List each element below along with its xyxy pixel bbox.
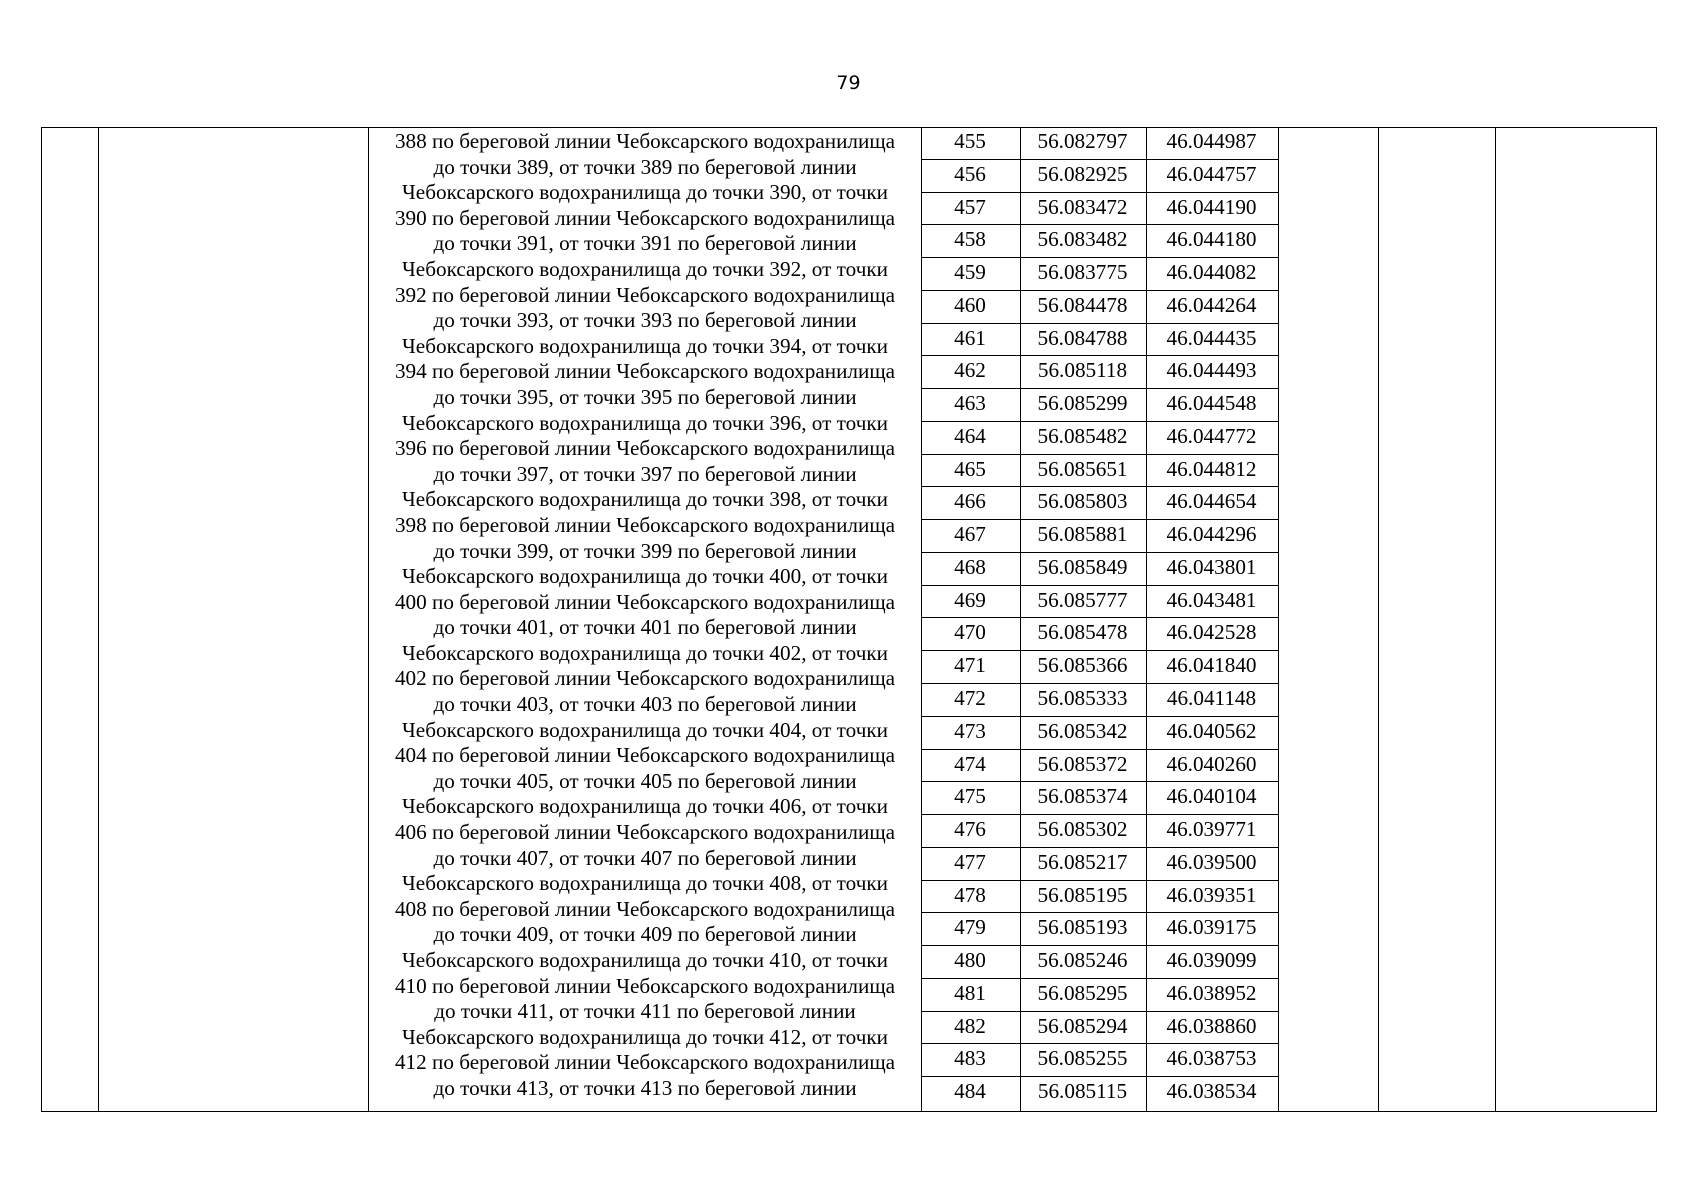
column-divider-2: [368, 127, 369, 1112]
longitude-cell: 46.039500: [1166, 849, 1257, 874]
point-number: 483: [954, 1046, 986, 1071]
latitude-cell: 56.084478: [1037, 292, 1128, 317]
longitude-cell: 46.044757: [1166, 161, 1257, 186]
table-row: [921, 946, 1278, 979]
description-line: Чебоксарского водохранилища до точки 400, от точки: [402, 564, 888, 589]
latitude-cell: 56.083482: [1037, 227, 1128, 252]
point-number: 470: [954, 620, 986, 645]
longitude-cell: 46.038952: [1166, 980, 1257, 1005]
table-row: [921, 750, 1278, 783]
latitude-cell: 56.085115: [1037, 1079, 1128, 1104]
longitude-cell: 46.042528: [1166, 620, 1257, 645]
latitude-cell: 56.085118: [1037, 358, 1128, 383]
description-line: Чебоксарского водохранилища до точки 390, от точки: [402, 180, 888, 205]
longitude-cell: 46.044296: [1166, 522, 1257, 547]
longitude-cell: 46.044548: [1166, 391, 1257, 416]
description-line: до точки 403, от точки 403 по береговой линии: [433, 692, 857, 717]
point-number: 466: [954, 489, 986, 514]
longitude-cell: 46.040104: [1166, 784, 1257, 809]
point-number: 463: [954, 391, 986, 416]
longitude-cell: 46.039771: [1166, 817, 1257, 842]
longitude-cell: 46.038534: [1166, 1079, 1257, 1104]
point-number: 484: [954, 1079, 986, 1104]
latitude-cell: 56.085881: [1037, 522, 1128, 547]
longitude-cell: 46.043801: [1166, 554, 1257, 579]
description-line: до точки 401, от точки 401 по береговой линии: [433, 615, 857, 640]
column-divider-5: [1146, 127, 1147, 1112]
description-line: 388 по береговой линии Чебоксарского водохранилища: [394, 129, 896, 153]
column-divider-4: [1020, 127, 1021, 1112]
table-row: [921, 553, 1278, 586]
longitude-cell: 46.044654: [1166, 489, 1257, 514]
column-divider-8: [1378, 127, 1379, 1112]
description-line: 390 по береговой линии Чебоксарского водохранилища: [394, 205, 896, 230]
description-line: до точки 395, от точки 395 по береговой линии: [433, 384, 857, 409]
latitude-cell: 56.085333: [1037, 686, 1128, 711]
point-number: 462: [954, 358, 986, 383]
description-line: 406 по береговой линии Чебоксарского водохранилища: [394, 820, 896, 845]
point-number: 471: [954, 653, 986, 678]
description-line: до точки 399, от точки 399 по береговой линии: [433, 538, 857, 563]
longitude-cell: 46.044082: [1166, 260, 1257, 285]
table-row: [921, 389, 1278, 422]
latitude-cell: 56.082925: [1037, 161, 1128, 186]
description-line: до точки 397, от точки 397 по береговой линии: [433, 461, 857, 486]
longitude-cell: 46.044812: [1166, 456, 1257, 481]
description-line: 410 по береговой линии Чебоксарского водохранилища: [394, 973, 896, 998]
point-number: 477: [954, 849, 986, 874]
latitude-cell: 56.085482: [1037, 423, 1128, 448]
page-number: 79: [836, 72, 861, 94]
description-line: до точки 389, от точки 389 по береговой линии: [433, 154, 857, 179]
longitude-cell: 46.044493: [1166, 358, 1257, 383]
point-number: 478: [954, 882, 986, 907]
column-divider-7: [1278, 127, 1279, 1112]
table-row: [921, 1077, 1278, 1110]
point-number: 460: [954, 292, 986, 317]
latitude-cell: 56.083472: [1037, 194, 1128, 219]
table-row: [921, 487, 1278, 520]
latitude-cell: 56.085295: [1037, 980, 1128, 1005]
point-number: 465: [954, 456, 986, 481]
description-line: до точки 407, от точки 407 по береговой линии: [433, 845, 857, 870]
column-divider-1: [98, 127, 99, 1112]
description-line: до точки 391, от точки 391 по береговой линии: [433, 231, 857, 256]
latitude-cell: 56.084788: [1037, 325, 1128, 350]
point-number: 474: [954, 751, 986, 776]
description-line: до точки 413, от точки 413 по береговой линии: [433, 1075, 857, 1100]
latitude-cell: 56.085255: [1037, 1046, 1128, 1071]
description-line: 408 по береговой линии Чебоксарского водохранилища: [394, 896, 896, 921]
description-line: до точки 409, от точки 409 по береговой линии: [433, 922, 857, 947]
table-row: [921, 127, 1278, 160]
point-number: 468: [954, 554, 986, 579]
longitude-cell: 46.039099: [1166, 948, 1257, 973]
description-line: 402 по береговой линии Чебоксарского водохранилища: [394, 666, 896, 691]
table-row: [921, 1044, 1278, 1077]
table-row: [921, 160, 1278, 193]
longitude-cell: 46.038753: [1166, 1046, 1257, 1071]
description-line: Чебоксарского водохранилища до точки 398, от точки: [402, 487, 888, 512]
longitude-cell: 46.041148: [1166, 686, 1257, 711]
table-row: [921, 586, 1278, 619]
table-row: [921, 979, 1278, 1012]
table-row: [921, 193, 1278, 226]
description-line: Чебоксарского водохранилища до точки 396, от точки: [402, 410, 888, 435]
point-number: 461: [954, 325, 986, 350]
longitude-cell: 46.040260: [1166, 751, 1257, 776]
description-line: до точки 411, от точки 411 по береговой линии: [434, 999, 856, 1024]
description-line: 396 по береговой линии Чебоксарского водохранилища: [394, 436, 896, 461]
point-number: 455: [954, 129, 986, 153]
longitude-cell: 46.044190: [1166, 194, 1257, 219]
point-number: 467: [954, 522, 986, 547]
table-row: [921, 520, 1278, 553]
point-number: 457: [954, 194, 986, 219]
longitude-cell: 46.039351: [1166, 882, 1257, 907]
table-row: [921, 651, 1278, 684]
table-row: [921, 881, 1278, 914]
description-line: Чебоксарского водохранилища до точки 412, от точки: [402, 1024, 888, 1049]
description-line: Чебоксарского водохранилища до точки 394, от точки: [402, 333, 888, 358]
boundary-description: [370, 127, 920, 1112]
longitude-cell: 46.039175: [1166, 915, 1257, 940]
table-row: [921, 422, 1278, 455]
latitude-cell: 56.085651: [1037, 456, 1128, 481]
description-line: до точки 405, от точки 405 по береговой линии: [433, 768, 857, 793]
latitude-cell: 56.083775: [1037, 260, 1128, 285]
table-row: [921, 324, 1278, 357]
point-number: 480: [954, 948, 986, 973]
description-line: 392 по береговой линии Чебоксарского водохранилища: [394, 282, 896, 307]
point-number: 458: [954, 227, 986, 252]
latitude-cell: 56.082797: [1037, 129, 1128, 153]
column-divider-9: [1495, 127, 1496, 1112]
table-row: [921, 258, 1278, 291]
description-line: 394 по береговой линии Чебоксарского водохранилища: [394, 359, 896, 384]
latitude-cell: 56.085246: [1037, 948, 1128, 973]
table-row: [921, 291, 1278, 324]
point-number: 456: [954, 161, 986, 186]
point-number: 475: [954, 784, 986, 809]
longitude-cell: 46.040562: [1166, 718, 1257, 743]
latitude-cell: 56.085217: [1037, 849, 1128, 874]
description-line: 412 по береговой линии Чебоксарского водохранилища: [394, 1050, 896, 1075]
latitude-cell: 56.085374: [1037, 784, 1128, 809]
table-row: [921, 782, 1278, 815]
table-row: [921, 684, 1278, 717]
longitude-cell: 46.043481: [1166, 587, 1257, 612]
point-number: 469: [954, 587, 986, 612]
point-number: 464: [954, 423, 986, 448]
description-line: 400 по береговой линии Чебоксарского водохранилища: [394, 589, 896, 614]
description-line: до точки 393, от точки 393 по береговой линии: [433, 308, 857, 333]
longitude-cell: 46.041840: [1166, 653, 1257, 678]
table-row: [921, 717, 1278, 750]
latitude-cell: 56.085193: [1037, 915, 1128, 940]
latitude-cell: 56.085342: [1037, 718, 1128, 743]
latitude-cell: 56.085372: [1037, 751, 1128, 776]
longitude-cell: 46.044987: [1166, 129, 1257, 153]
longitude-cell: 46.044435: [1166, 325, 1257, 350]
latitude-cell: 56.085294: [1037, 1013, 1128, 1038]
point-number: 473: [954, 718, 986, 743]
point-number: 479: [954, 915, 986, 940]
longitude-cell: 46.044180: [1166, 227, 1257, 252]
description-line: Чебоксарского водохранилища до точки 402, от точки: [402, 640, 888, 665]
point-number: 482: [954, 1013, 986, 1038]
table-row: [921, 1012, 1278, 1045]
table-row: [921, 455, 1278, 488]
longitude-cell: 46.038860: [1166, 1013, 1257, 1038]
latitude-cell: 56.085478: [1037, 620, 1128, 645]
latitude-cell: 56.085803: [1037, 489, 1128, 514]
table-row: [921, 815, 1278, 848]
longitude-cell: 46.044264: [1166, 292, 1257, 317]
description-line: 398 по береговой линии Чебоксарского водохранилища: [394, 512, 896, 537]
longitude-cell: 46.044772: [1166, 423, 1257, 448]
latitude-cell: 56.085302: [1037, 817, 1128, 842]
coordinates-table: [921, 127, 1278, 1110]
table-row: [921, 848, 1278, 881]
table-row: [921, 356, 1278, 389]
point-number: 481: [954, 980, 986, 1005]
point-number: 476: [954, 817, 986, 842]
description-line: Чебоксарского водохранилища до точки 392, от точки: [402, 256, 888, 281]
point-number: 472: [954, 686, 986, 711]
table-row: [921, 913, 1278, 946]
description-line: 404 по береговой линии Чебоксарского водохранилища: [394, 743, 896, 768]
point-number: 459: [954, 260, 986, 285]
description-line: Чебоксарского водохранилища до точки 410, от точки: [402, 948, 888, 972]
table-row: [921, 225, 1278, 258]
table-row: [921, 618, 1278, 651]
latitude-cell: 56.085299: [1037, 391, 1128, 416]
latitude-cell: 56.085366: [1037, 653, 1128, 678]
latitude-cell: 56.085777: [1037, 587, 1128, 612]
description-line: Чебоксарского водохранилища до точки 404, от точки: [402, 717, 888, 742]
description-line: Чебоксарского водохранилища до точки 408, от точки: [402, 871, 888, 896]
latitude-cell: 56.085195: [1037, 882, 1128, 907]
description-line: Чебоксарского водохранилища до точки 406, от точки: [402, 794, 888, 819]
latitude-cell: 56.085849: [1037, 554, 1128, 579]
